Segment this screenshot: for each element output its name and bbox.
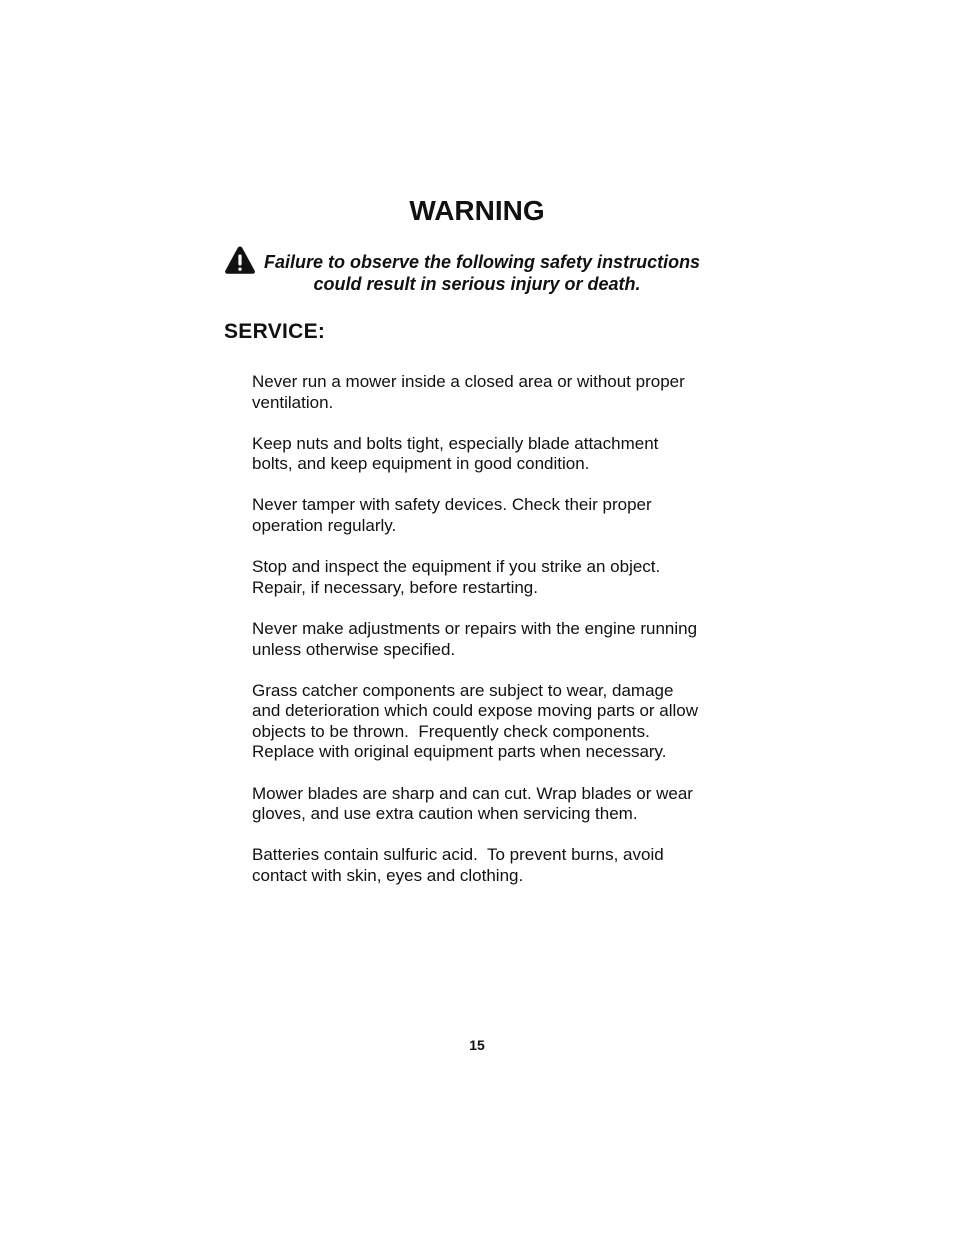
- instruction-paragraph: [252, 557, 752, 598]
- paragraph-line: Batteries contain sulfuric acid. To prevent burns, avoid: [252, 845, 664, 865]
- paragraph-line: objects to be thrown. Frequently check components.: [252, 721, 650, 741]
- paragraph-line: Grass catcher components are subject to wear, damage: [252, 680, 674, 700]
- paragraph-line: Never tamper with safety devices. Check their proper: [252, 495, 652, 515]
- paragraph-line: Never make adjustments or repairs with the engine running: [252, 618, 698, 638]
- paragraph-line: and deterioration which could expose moving parts or allow: [252, 701, 699, 721]
- paragraph-line: Keep nuts and bolts tight, especially blade attachment: [252, 433, 659, 453]
- paragraph-line: Repair, if necessary, before restarting.: [252, 577, 538, 597]
- instruction-paragraph: [252, 681, 752, 763]
- paragraph-line: Never run a mower inside a closed area or without proper: [252, 372, 685, 391]
- alert-text-line: could result in serious injury or death.: [313, 274, 641, 294]
- instruction-paragraph: [252, 495, 752, 536]
- alert-text-line: Failure to observe the following safety instructions: [264, 252, 701, 272]
- paragraph-line: contact with skin, eyes and clothing.: [252, 865, 524, 885]
- warning-triangle-icon: [224, 245, 256, 275]
- paragraph-line: bolts, and keep equipment in good condition.: [252, 454, 590, 474]
- instruction-paragraph: [252, 434, 752, 475]
- paragraph-line: operation regularly.: [252, 516, 397, 536]
- service-instructions: [252, 372, 752, 907]
- section-heading: SERVICE:: [224, 320, 326, 343]
- paragraph-line: Replace with original equipment parts when necessary.: [252, 742, 667, 762]
- page-title: WARNING: [409, 195, 545, 226]
- instruction-paragraph: [252, 784, 752, 825]
- page-number: 15: [469, 1037, 485, 1053]
- paragraph-line: ventilation.: [252, 392, 334, 412]
- paragraph-line: Mower blades are sharp and can cut. Wrap blades or wear: [252, 783, 693, 803]
- paragraph-line: unless otherwise specified.: [252, 639, 456, 659]
- instruction-paragraph: [252, 845, 752, 886]
- paragraph-line: gloves, and use extra caution when servicing them.: [252, 804, 638, 824]
- instruction-paragraph: [252, 619, 752, 660]
- instruction-paragraph: [252, 372, 752, 413]
- paragraph-line: Stop and inspect the equipment if you strike an object.: [252, 557, 661, 577]
